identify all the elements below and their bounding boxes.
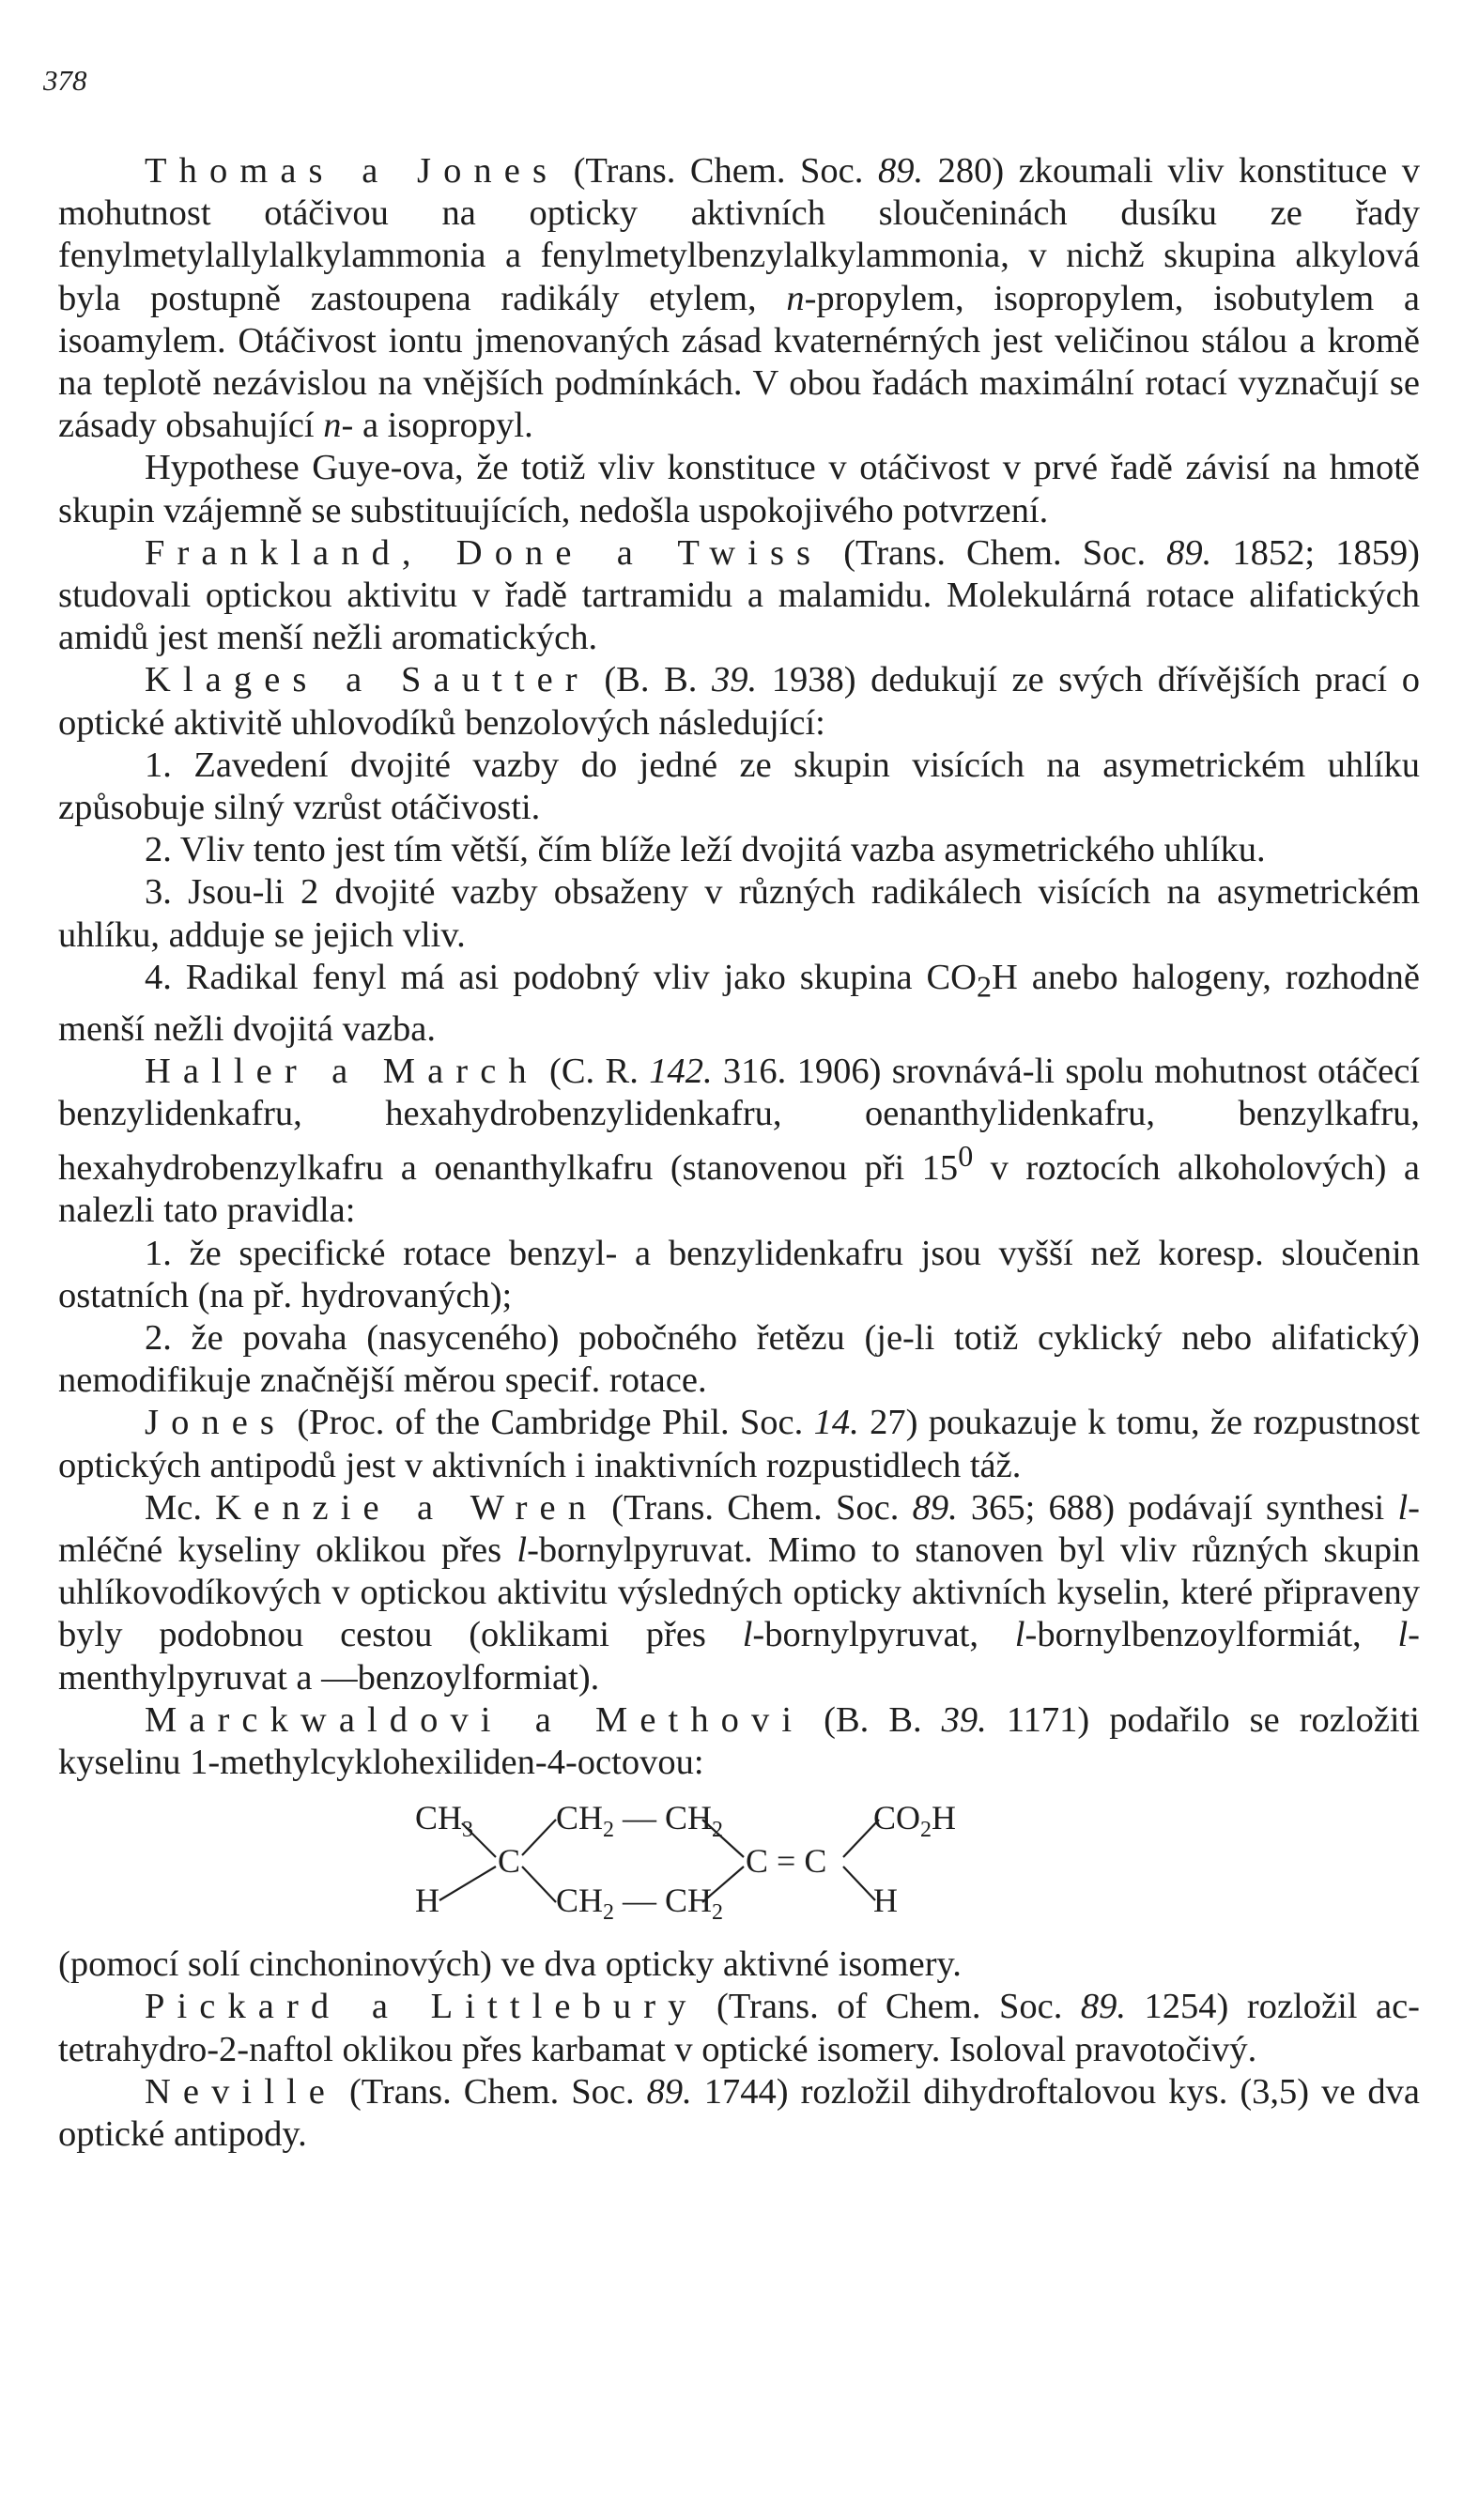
paragraph — [58, 2071, 1420, 2156]
text-segment: (Trans. Chem. Soc. — [598, 1487, 913, 1528]
author-name: Haller a March — [145, 1051, 539, 1091]
paragraph — [58, 829, 1420, 871]
text-segment: 1744) rozložil dihydroftalovou kys. (3,5) ve dva optické antipody. — [58, 2071, 1420, 2155]
text-segment: 316. 1906) srovnává-li spolu mohutnost otáčecí benzylidenkafru, hexahydrobenzylidenkafru, oenanthylidenkafru, benzylkafru, hexahydrobenzylkafru a oenanthylkafru (stanovenou při 15 — [58, 1051, 1421, 1189]
paragraph — [58, 1944, 1420, 1986]
text-segment: 1852; 1859) studovali optickou aktivitu v řadě tartramidu a malamidu. Molekulárná rotace alifatických amidů jest menší nežli aromatických. — [58, 532, 1420, 658]
paragraph — [58, 447, 1420, 531]
body-text — [58, 150, 1420, 2156]
paragraph — [58, 150, 1420, 447]
text-segment: (B. B. — [804, 1699, 942, 1740]
formula-h-right-label: H — [873, 1882, 898, 1920]
author-name: Klages a Sautter — [145, 660, 590, 700]
text-segment: 27) poukazuje k tomu, že rozpustnost optických antipodů jest v aktivních i inaktivních rozpustidlech táž. — [58, 1403, 1420, 1485]
text-segment: 89. — [877, 151, 924, 191]
text-segment: 2 — [976, 969, 993, 1004]
text-segment: 39. — [941, 1699, 987, 1740]
text-segment: (B. B. — [589, 660, 712, 700]
bond-c-ch2-bottom — [522, 1867, 556, 1902]
text-segment: n — [323, 406, 342, 446]
text-segment: 89. — [1166, 532, 1212, 573]
text-segment: -bornylbenzoylformiát, — [1025, 1615, 1398, 1655]
paragraphs-before — [58, 150, 1420, 1784]
text-segment: (pomocí solí cinchoninových) ve dva opticky aktivné isomery. — [58, 1944, 962, 1985]
text-segment: l — [1014, 1615, 1025, 1655]
bond-c-ch2-top — [522, 1820, 556, 1855]
formula-ch2-bottom-label: $CH_2$ — $CH_2$ — [556, 1882, 724, 1926]
text-segment: 0 — [958, 1139, 974, 1174]
text-segment: 3. Jsou-li 2 dvojité vazby obsaženy v různých radikálech visících na asymetrickém uhlíku, adduje se jejich vliv. — [58, 872, 1420, 955]
chemical-formula — [58, 1791, 1420, 1932]
text-segment: -menthylpyruvat a —benzoylformiat). — [58, 1615, 1420, 1698]
formula-diagram — [396, 1791, 997, 1932]
text-segment: 1938) dedukují ze svých dřívějších prací o optické aktivitě uhlovodíků benzolových následující: — [58, 660, 1420, 743]
paragraph — [58, 1317, 1420, 1402]
text-segment: v roztocích alkoholových) a nalezli tato pravidla: — [58, 1148, 1420, 1231]
text-segment: 89. — [646, 2071, 692, 2112]
text-segment: l — [516, 1530, 528, 1571]
text-segment: 365; 688) podávají synthesi — [957, 1487, 1398, 1528]
text-segment: 1. Zavedení dvojité vazby do jedné ze skupin visících na asymetrickém uhlíku způsobuje silný vzrůst otáčivosti. — [58, 745, 1420, 828]
author-name: Jones — [145, 1403, 287, 1443]
text-segment: Hypothese Guye-ova, že totiž vliv konstituce v otáčivost v prvé řadě závisí na hmotě skupin vzájemně se substituujících, nedošla uspokojivého potvrzení. — [58, 448, 1420, 530]
author-name: Kenzie a Wren — [215, 1487, 599, 1528]
text-segment: (Trans. Chem. Soc. — [823, 532, 1167, 573]
text-segment: (Trans. Chem. Soc. — [336, 2071, 647, 2112]
paragraph — [58, 1233, 1420, 1317]
text-segment: n — [786, 278, 805, 318]
bond-h-c — [439, 1867, 496, 1900]
text-segment: (C. R. — [538, 1051, 650, 1091]
text-segment: (Trans. Chem. Soc. — [559, 151, 878, 191]
bond-c-co2h — [843, 1820, 879, 1857]
paragraphs-after — [58, 1944, 1420, 2156]
paragraph — [58, 1051, 1420, 1233]
text-segment: 1171) podařilo se rozložiti kyselinu 1-methylcyklohexiliden-4-octovou: — [58, 1699, 1420, 1783]
text-segment: (Trans. of Chem. Soc. — [698, 1987, 1081, 2027]
text-segment: Mc. — [145, 1487, 216, 1528]
text-segment: l — [1397, 1487, 1409, 1528]
text-segment: 2. že povaha (nasyceného) pobočného řetězu (je-li totiž cyklický nebo alifatický) nemodifikuje značnější měrou specif. rotace. — [58, 1318, 1420, 1401]
author-name: Thomas a Jones — [145, 151, 560, 191]
author-name: Marckwaldovi a Methovi — [145, 1699, 805, 1740]
text-segment: 39. — [712, 660, 758, 700]
formula-c-left-label: C — [498, 1842, 521, 1881]
text-segment: -mléčné kyseliny oklikou přes — [58, 1487, 1420, 1571]
text-segment: 89. — [912, 1487, 958, 1528]
text-segment: -bornylpyruvat. Mimo to stanoven byl vliv různých skupin uhlíkovodíkových v optickou aktivitu výsledných opticky aktivních kyselin, které připraveny byly podobnou cestou (oklikami přes — [58, 1530, 1421, 1655]
text-segment: 1. že specifické rotace benzyl- a benzylidenkafru jsou vyšší než koresp. sloučenin ostatních (na př. hydrovaných); — [58, 1233, 1420, 1315]
text-segment: 2. Vliv tento jest tím větší, čím blíže leží dvojitá vazba asymetrického uhlíku. — [145, 830, 1266, 870]
author-name: Pickard a Littlebury — [145, 1987, 699, 2027]
author-name: Neville — [145, 2071, 337, 2112]
text-segment: l — [1397, 1615, 1409, 1655]
author-name: Frankland, Done a Twiss — [145, 532, 824, 573]
text-segment: 142. — [649, 1051, 713, 1091]
text-segment: - a isopropyl. — [341, 406, 533, 446]
paragraph — [58, 1986, 1420, 2070]
paragraph — [58, 957, 1420, 1051]
text-segment: 1254) rozložil ac-tetrahydro-2-naftol oklikou přes karbamat v optické isomery. Isoloval pravotočivý. — [58, 1987, 1420, 2069]
paragraph — [58, 1699, 1420, 1784]
text-segment: 280) zkoumali vliv konstituce v mohutnost otáčivou na opticky aktivních sloučeninách dusíku ze řady fenylmetylallylalkylammonia a fenylmetylbenzylalkylammonia, v nichž skupina alkylová byla postupně zastoupena radikály etylem, — [58, 151, 1421, 318]
text-segment: -propylem, isopropylem, isobutylem a isoamylem. Otáčivost iontu jmenovaných zásad kvaternérných jest veličinou stálou a kromě na teplotě nezávislou na vnějších podmínkách. V obou řadách maximální rotací vyznačují se zásady obsahující — [58, 278, 1420, 446]
formula-h-left-label: H — [415, 1882, 439, 1920]
page-number: 378 — [43, 64, 87, 97]
text-segment: (Proc. of the Cambridge Phil. Soc. — [286, 1403, 814, 1443]
formula-ch3-label: $CH_3$ — [415, 1799, 474, 1843]
formula-c-eq-c-label: C = C — [746, 1842, 827, 1881]
paragraph — [58, 871, 1420, 956]
text-segment: 4. Radikal fenyl má asi podobný vliv jako skupina CO — [145, 957, 977, 997]
text-segment: H anebo halogeny, rozhodně menší nežli dvojitá vazba. — [58, 957, 1420, 1049]
paragraph — [58, 532, 1420, 660]
text-segment: 89. — [1080, 1987, 1127, 2027]
paragraph — [58, 1402, 1420, 1486]
formula-co2h-label: $CO_2H$ — [873, 1799, 957, 1843]
text-segment: 14. — [813, 1403, 859, 1443]
paragraph — [58, 1487, 1420, 1699]
paragraph — [58, 659, 1420, 744]
text-segment: l — [742, 1615, 753, 1655]
formula-ch2-top-label: $CH_2$ — $CH_2$ — [556, 1799, 724, 1843]
text-segment: -bornylpyruvat, — [752, 1615, 1015, 1655]
bond-c-h — [843, 1867, 875, 1900]
paragraph — [58, 745, 1420, 829]
